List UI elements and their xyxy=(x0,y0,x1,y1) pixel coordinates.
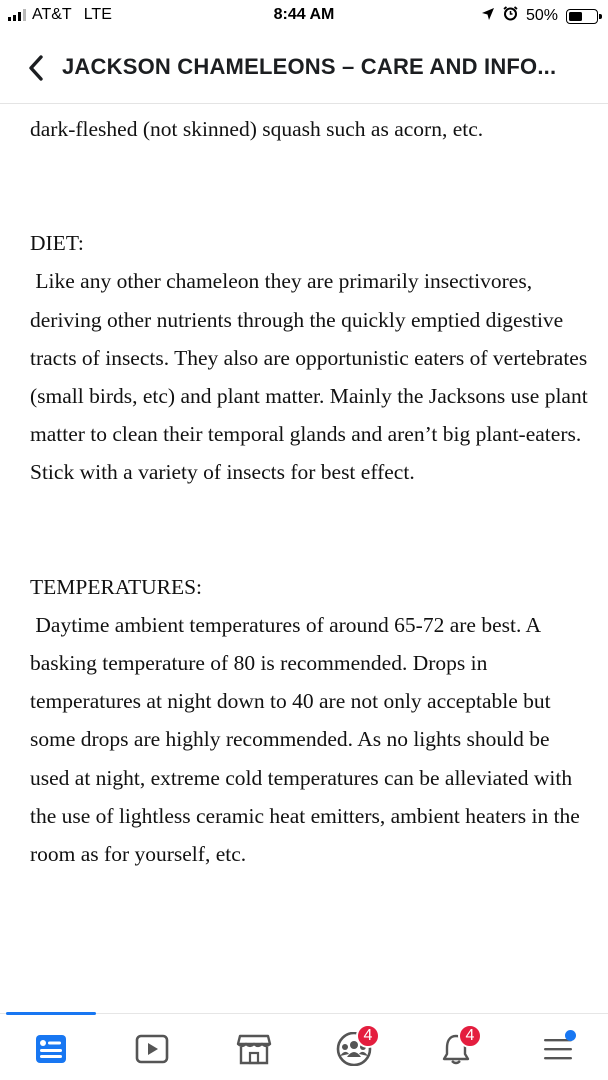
battery-percent: 50% xyxy=(525,7,558,24)
tab-news-feed[interactable] xyxy=(21,1026,81,1072)
carrier-name: AT&T xyxy=(32,6,72,23)
chevron-left-icon xyxy=(28,55,44,81)
article-body xyxy=(30,110,594,873)
tab-notifications[interactable] xyxy=(426,1026,486,1072)
notifications-badge: 4 xyxy=(458,1024,482,1048)
location-arrow-icon xyxy=(481,7,495,26)
network-type: LTE xyxy=(83,6,112,23)
tab-marketplace[interactable] xyxy=(224,1026,284,1072)
diet-paragraph: Like any other chameleon they are primarily insectivores, deriving other nutrients through the quickly emptied digestive tracts of insects. They also are opportunistic eaters of vertebrates (small birds, etc) and plant matter. Mainly the Jacksons use plant matter to clean their temporal glands and aren’t big plant-eaters. Stick with a variety of insects for best effect. xyxy=(30,269,594,485)
paragraph-gap xyxy=(30,148,590,224)
intro-line: dark-fleshed (not skinned) squash such as acorn, etc. xyxy=(30,117,484,141)
temperatures-heading: TEMPERATURES: xyxy=(30,574,203,599)
marketplace-store-icon xyxy=(236,1033,272,1065)
battery-icon xyxy=(566,9,598,24)
groups-notification-badge: 4 xyxy=(356,1024,380,1048)
clock: 8:44 AM xyxy=(273,6,335,23)
diet-heading: DIET: xyxy=(30,231,84,256)
paragraph-gap xyxy=(30,492,590,568)
bottom-tab-bar xyxy=(0,1013,608,1080)
temperatures-paragraph: Daytime ambient temperatures of around 65-72 are best. A basking temperature of 80 is recommended. Drops in temperatures at night down to 40 are not only acceptable but some drops are highly recommended. As no lights should be used at night, extreme cold temperatures can be alleviated with the use of lightless ceramic heat emitters, ambient heaters in the room as for yourself, etc. xyxy=(30,612,586,867)
nav-header xyxy=(0,32,608,104)
status-bar xyxy=(0,0,608,32)
alarm-clock-icon xyxy=(503,6,518,26)
menu-new-indicator-dot xyxy=(565,1030,576,1041)
tab-watch[interactable] xyxy=(122,1026,182,1072)
news-feed-icon xyxy=(35,1034,67,1064)
tab-menu[interactable] xyxy=(528,1026,588,1072)
video-play-icon xyxy=(135,1034,169,1064)
back-button[interactable] xyxy=(22,52,50,84)
page-title: JACKSON CHAMELEONS – CARE AND INFO... xyxy=(62,54,557,79)
tab-groups[interactable] xyxy=(324,1026,384,1072)
active-tab-indicator xyxy=(6,1012,96,1015)
status-right xyxy=(481,6,598,26)
